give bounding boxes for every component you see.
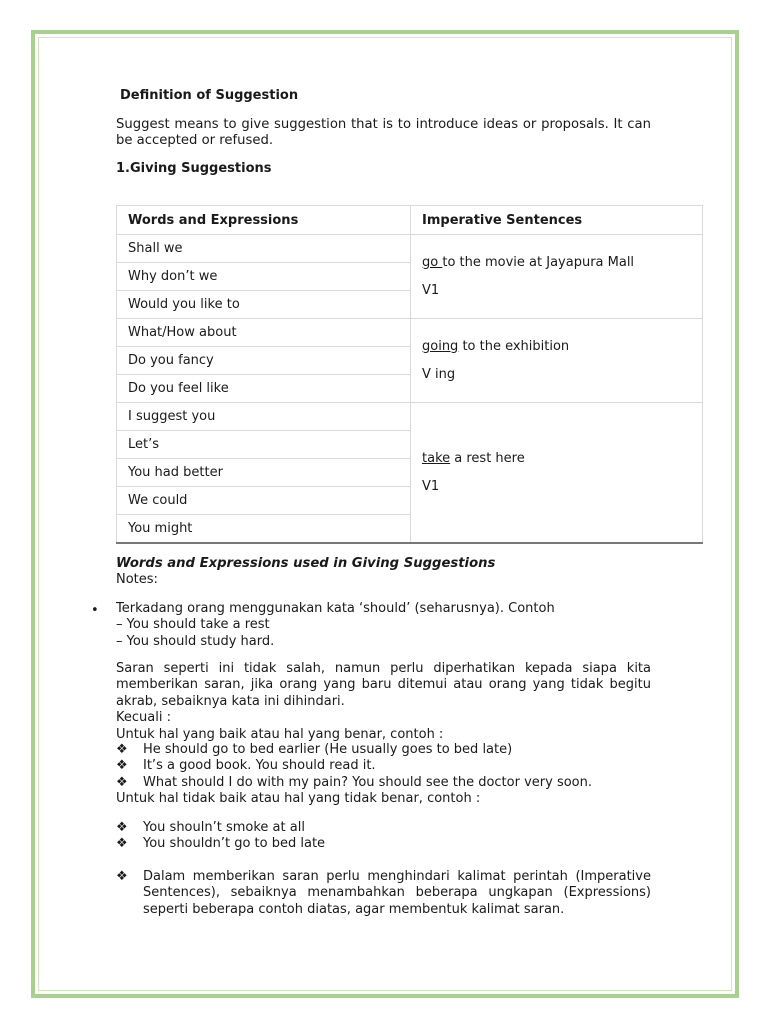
diamond-bullet-icon: ❖ <box>116 774 128 790</box>
expression-cell: Would you like to <box>117 291 411 319</box>
advice-paragraph <box>116 661 651 743</box>
good-intro: Untuk hal yang baik atau hal yang benar, contoh : <box>116 726 444 742</box>
expression-cell: What/How about <box>117 319 411 347</box>
imperative-cell <box>411 319 703 403</box>
notes-label: Notes: <box>116 572 158 587</box>
expressions-table <box>116 205 703 544</box>
good-examples-list <box>116 742 651 791</box>
table-row <box>117 235 703 263</box>
expression-cell: Do you feel like <box>117 375 411 403</box>
header-words-expressions: Words and Expressions <box>117 206 411 235</box>
list-item <box>116 836 651 852</box>
diamond-bullet-icon: ❖ <box>116 758 128 774</box>
bullet-icon: • <box>91 603 99 618</box>
verb-form: V1 <box>422 283 440 298</box>
list-item-text: You shouln’t smoke at all <box>143 820 305 835</box>
list-item-text: You shouldn’t go to bed late <box>143 836 326 852</box>
expression-cell: Shall we <box>117 235 411 263</box>
list-item <box>116 820 651 836</box>
diamond-bullet-icon: ❖ <box>116 742 128 757</box>
verb-underlined: take <box>422 451 451 466</box>
list-item <box>116 742 651 758</box>
imperative-cell <box>411 235 703 319</box>
should-example: – You should take a rest <box>116 617 270 633</box>
list-item <box>116 758 651 774</box>
expression-cell: Do you fancy <box>117 347 411 375</box>
table-header-row <box>117 206 703 235</box>
imperative-rest: to the movie at Jayapura Mall <box>442 255 635 270</box>
expression-cell: Let’s <box>117 431 411 459</box>
diamond-bullet-icon: ❖ <box>116 869 128 884</box>
diamond-bullet-icon: ❖ <box>116 836 128 852</box>
verb-underlined: go <box>422 255 443 270</box>
should-intro: Terkadang orang menggunakan kata ‘should’ (seharusnya). Contoh <box>116 601 555 616</box>
closing-text: Dalam memberikan saran perlu menghindari kalimat perintah (Imperative Sentences), sebaiknya menambahkan beberapa ungkapan (Expressions) seperti beberapa contoh diatas, agar membentuk kalimat saran. <box>143 869 651 917</box>
list-item-text: He should go to bed earlier (He usually goes to bed late) <box>143 742 513 757</box>
should-block <box>116 601 651 650</box>
intro-paragraph: Suggest means to give suggestion that is to introduce ideas or proposals. It can be accepted or refused. <box>116 117 651 148</box>
verb-form: V1 <box>422 479 440 494</box>
section-heading: 1.Giving Suggestions <box>116 161 272 176</box>
expression-cell: You had better <box>117 459 411 487</box>
table-row <box>117 403 703 431</box>
bad-intro: Untuk hal tidak baik atau hal yang tidak benar, contoh : <box>116 791 481 806</box>
should-example: – You should study hard. <box>116 633 275 649</box>
bad-examples-list <box>116 820 651 853</box>
list-item-text: It’s a good book. You should read it. <box>143 758 376 774</box>
imperative-rest: a rest here <box>450 451 525 466</box>
diamond-bullet-icon: ❖ <box>116 820 128 835</box>
verb-form: V ing <box>422 367 456 382</box>
table-caption: Words and Expressions used in Giving Suggestions <box>116 556 496 571</box>
list-item <box>116 775 651 791</box>
expression-cell: Why don’t we <box>117 263 411 291</box>
verb-underlined: going <box>422 339 459 354</box>
header-imperative-sentences: Imperative Sentences <box>411 206 703 235</box>
expression-cell: You might <box>117 515 411 544</box>
closing-list <box>116 869 651 918</box>
kecuali-label: Kecuali : <box>116 710 171 726</box>
list-item <box>116 869 651 918</box>
imperative-rest: to the exhibition <box>458 339 570 354</box>
list-item-text: What should I do with my pain? You should see the doctor very soon. <box>143 774 593 790</box>
table-row <box>117 319 703 347</box>
document-title: Definition of Suggestion <box>120 88 299 103</box>
expression-cell: We could <box>117 487 411 515</box>
paragraph-text: Saran seperti ini tidak salah, namun perlu diperhatikan kepada siapa kita memberikan saran, jika orang yang baru ditemui atau orang yang tidak begitu akrab, sebaiknya kata ini dihindari. <box>116 661 651 709</box>
expression-cell: I suggest you <box>117 403 411 431</box>
imperative-cell <box>411 403 703 544</box>
